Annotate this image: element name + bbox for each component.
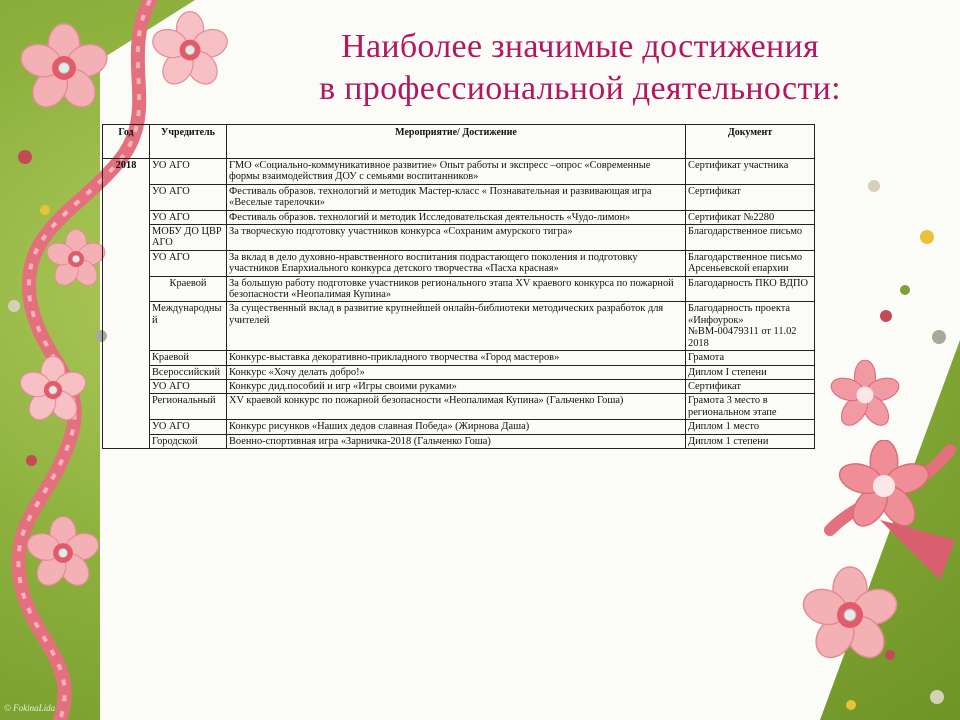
founder-cell: МОБУ ДО ЦВР АГО [150, 225, 227, 251]
table-row [103, 351, 815, 365]
flower-icon [830, 360, 900, 430]
table-row [103, 225, 815, 251]
founder-cell: УО АГО [150, 420, 227, 434]
table-row [103, 302, 815, 351]
event-cell: Конкурс дид.пособий и игр «Игры своими руками» [227, 379, 686, 393]
table-row [103, 184, 815, 210]
table-row [103, 420, 815, 434]
founder-cell: Международный [150, 302, 227, 351]
founder-cell: Всероссийский [150, 365, 227, 379]
event-cell: Конкурс «Хочу делать добро!» [227, 365, 686, 379]
table-row [103, 250, 815, 276]
event-cell: Конкурс рисунков «Наших дедов славная Победа» (Жирнова Даша) [227, 420, 686, 434]
event-cell: Конкурс-выставка декоративно-прикладного творчества «Город мастеров» [227, 351, 686, 365]
event-cell: Военно-спортивная игра «Зарничка-2018 (Гальченко Гоша) [227, 434, 686, 448]
flower-icon [18, 22, 110, 114]
header-founder: Учредитель [150, 125, 227, 159]
event-cell: XV краевой конкурс по пожарной безопасности «Неопалимая Купина» (Гальченко Гоша) [227, 394, 686, 420]
table-row [103, 159, 815, 185]
header-event: Мероприятие/ Достижение [227, 125, 686, 159]
document-cell: Диплом I степени [686, 365, 815, 379]
flower-icon [800, 565, 900, 665]
event-cell: За творческую подготовку участников конкурса «Сохраним амурского тигра» [227, 225, 686, 251]
signature: © FokinaLida [4, 703, 56, 713]
document-cell: Диплом 1 степени [686, 434, 815, 448]
table-row [103, 379, 815, 393]
document-cell: Благодарственное письмо Арсеньевской епархии [686, 250, 815, 276]
founder-cell: Краевой [150, 276, 227, 302]
flower-icon [838, 440, 930, 532]
header-year: Год [103, 125, 150, 159]
founder-cell: Региональный [150, 394, 227, 420]
sparkle [930, 690, 944, 704]
sparkle [900, 285, 910, 295]
table-row [103, 276, 815, 302]
slide-title [230, 26, 930, 110]
event-cell: ГМО «Социально-коммуникативное развитие» Опыт работы и экспресс –опрос «Современные формы взаимодействия ДОУ с семьями воспитанников» [227, 159, 686, 185]
year-cell: 2018 [103, 159, 150, 449]
event-cell: За большую работу подготовке участников регионального этапа XV краевого конкурса по пожарной безопасности «Неопалимая Купина» [227, 276, 686, 302]
header-document: Документ [686, 125, 815, 159]
document-cell: Сертификат №2280 [686, 210, 815, 224]
founder-cell: УО АГО [150, 184, 227, 210]
founder-cell: УО АГО [150, 210, 227, 224]
title-line-1: Наиболее значимые достижения [341, 28, 819, 65]
founder-cell: Городской [150, 434, 227, 448]
founder-cell: УО АГО [150, 250, 227, 276]
document-cell: Грамота 3 место в региональном этапе [686, 394, 815, 420]
sparkle [932, 330, 946, 344]
table-row [103, 365, 815, 379]
flower-icon [18, 355, 88, 425]
founder-cell: Краевой [150, 351, 227, 365]
document-cell: Сертификат участника [686, 159, 815, 185]
table-row [103, 434, 815, 448]
document-cell: Благодарность ПКО ВДПО [686, 276, 815, 302]
document-cell: Грамота [686, 351, 815, 365]
document-cell: Благодарственное письмо [686, 225, 815, 251]
table-row [103, 394, 815, 420]
event-cell: Фестиваль образов. технологий и методик Мастер-класс « Познавательная и развивающая игра «Веселые тарелочки» [227, 184, 686, 210]
achievements-table [102, 124, 815, 449]
sparkle [868, 180, 880, 192]
title-line-2: в профессиональной деятельности: [319, 70, 841, 107]
event-cell: За существенный вклад в развитие крупнейшей онлайн-библиотеки методических разработок для учителей [227, 302, 686, 351]
sparkle [920, 230, 934, 244]
event-cell: За вклад в дело духовно-нравственного воспитания подрастающего поколения и подготовку участников Епархиального конкурса детского творчества «Пасха красная» [227, 250, 686, 276]
sparkle [846, 700, 856, 710]
document-cell: Сертификат [686, 379, 815, 393]
flower-icon [45, 228, 107, 290]
sparkle [880, 310, 892, 322]
table-header-row [103, 125, 815, 159]
founder-cell: УО АГО [150, 159, 227, 185]
event-cell: Фестиваль образов. технологий и методик Исследовательская деятельность «Чудо-лимон» [227, 210, 686, 224]
table-row [103, 210, 815, 224]
founder-cell: УО АГО [150, 379, 227, 393]
table-body [103, 159, 815, 449]
flower-icon [150, 10, 230, 90]
document-cell: Диплом 1 место [686, 420, 815, 434]
document-cell: Сертификат [686, 184, 815, 210]
document-cell: Благодарность проекта «Инфоурок» №ВМ-00479311 от 11.02 2018 [686, 302, 815, 351]
flower-icon [25, 515, 101, 591]
